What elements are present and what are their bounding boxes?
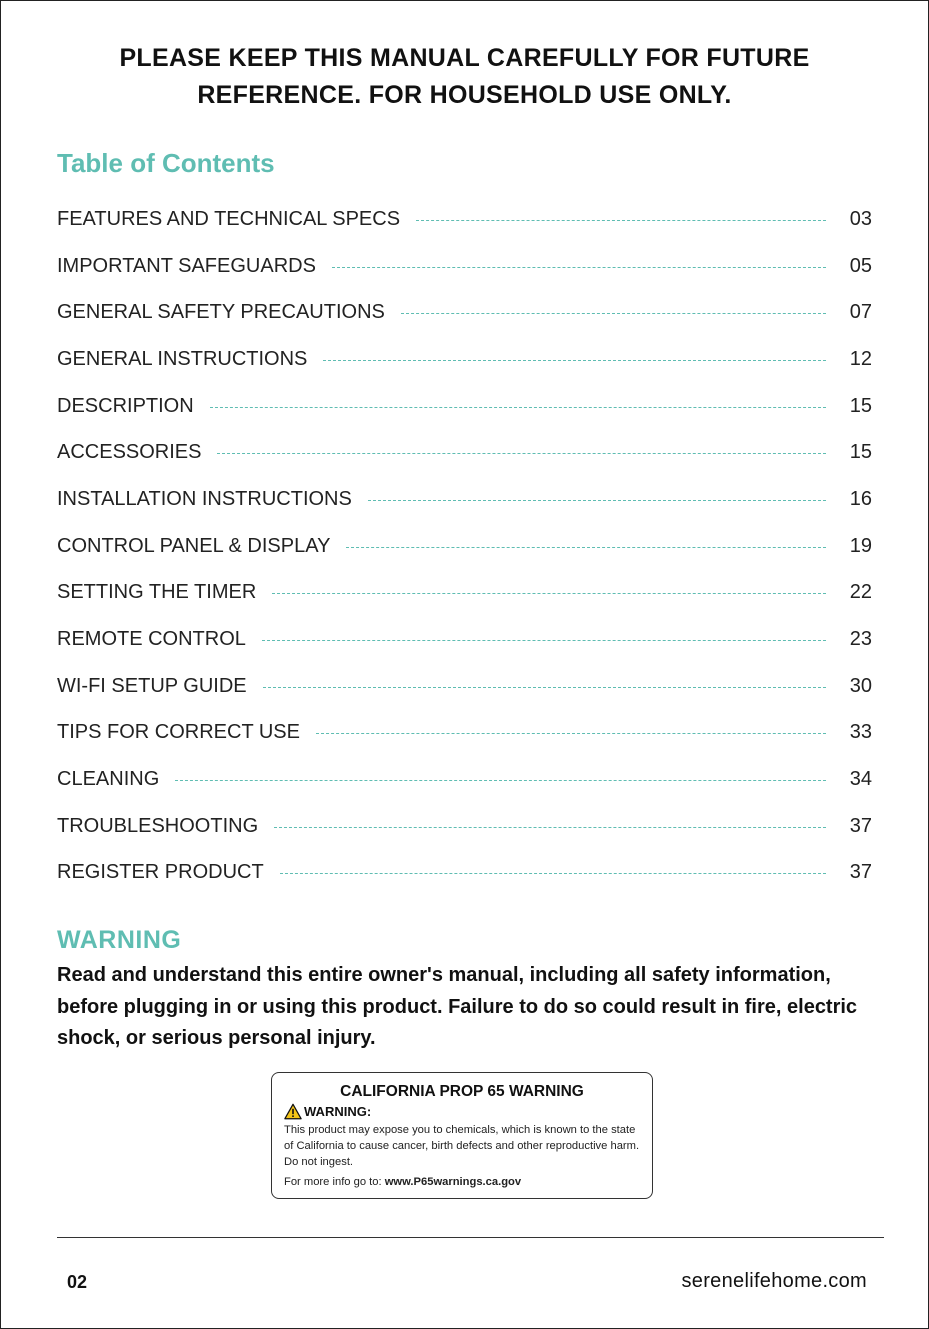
toc-entry-page: 03 xyxy=(849,207,872,230)
toc-entry-label: REGISTER PRODUCT xyxy=(57,861,264,884)
toc-dot-leader xyxy=(323,360,826,361)
toc-row[interactable] xyxy=(57,196,872,243)
toc-entry-page: 30 xyxy=(849,674,872,697)
header-notice xyxy=(60,40,869,114)
toc-entry-page: 22 xyxy=(849,581,872,604)
prop65-link[interactable]: www.P65warnings.ca.gov xyxy=(384,1176,522,1188)
toc-row[interactable] xyxy=(57,383,872,430)
toc-row[interactable] xyxy=(57,476,872,523)
toc-entry-label: SETTING THE TIMER xyxy=(57,581,257,604)
toc-entry-label: TIPS FOR CORRECT USE xyxy=(57,721,300,744)
toc-dot-leader xyxy=(332,267,826,268)
footer-divider xyxy=(57,1237,884,1238)
toc-entry-label: WI-FI SETUP GUIDE xyxy=(57,674,247,697)
toc-entry-label: CONTROL PANEL & DISPLAY xyxy=(57,534,331,557)
toc-entry-page: 33 xyxy=(849,721,872,744)
toc-entry-page: 07 xyxy=(849,301,872,324)
toc-row[interactable] xyxy=(57,850,872,897)
toc-row[interactable] xyxy=(57,616,872,663)
toc-entry-page: 19 xyxy=(849,534,872,557)
toc-dot-leader xyxy=(316,733,826,734)
prop65-title: CALIFORNIA PROP 65 WARNING xyxy=(340,1083,584,1100)
prop65-warning-box xyxy=(271,1072,653,1199)
toc-entry-page: 15 xyxy=(849,394,872,417)
prop65-more-prefix: For more info go to: xyxy=(284,1176,385,1188)
prop65-warning-line xyxy=(284,1103,640,1120)
toc-entry-page: 23 xyxy=(849,628,872,651)
toc-row[interactable] xyxy=(57,429,872,476)
toc-entry-page: 16 xyxy=(849,487,872,510)
toc-entry-page: 37 xyxy=(849,861,872,884)
toc-entry-label: TROUBLESHOOTING xyxy=(57,814,259,837)
footer-website[interactable]: serenelifehome.com xyxy=(681,1270,867,1292)
toc-entry-label: ACCESSORIES xyxy=(57,441,202,464)
toc-row[interactable] xyxy=(57,803,872,850)
toc-dot-leader xyxy=(368,500,826,501)
warning-body: Read and understand this entire owner's manual, including all safety information, before plugging in or using this product. Failure to do so could result in fire, electric shock, or serious personal injury. xyxy=(57,964,858,1049)
toc-row[interactable] xyxy=(57,336,872,383)
toc-entry-page: 15 xyxy=(849,441,872,464)
toc-title: Table of Contents xyxy=(57,148,275,178)
toc-dot-leader xyxy=(272,593,826,594)
toc-entry-page: 37 xyxy=(849,814,872,837)
footer-page-number: 02 xyxy=(67,1272,88,1292)
toc-row[interactable] xyxy=(57,570,872,617)
toc-dot-leader xyxy=(274,827,826,828)
toc-dot-leader xyxy=(263,687,826,688)
toc-entry-page: 34 xyxy=(849,768,872,791)
toc-dot-leader xyxy=(175,780,826,781)
prop65-more-info xyxy=(284,1174,640,1190)
toc-entry-label: REMOTE CONTROL xyxy=(57,628,246,651)
toc-row[interactable] xyxy=(57,663,872,710)
toc-entry-label: INSTALLATION INSTRUCTIONS xyxy=(57,487,352,510)
toc-entry-label: CLEANING xyxy=(57,768,160,791)
warning-triangle-icon xyxy=(284,1103,302,1120)
toc-entry-label: GENERAL INSTRUCTIONS xyxy=(57,347,308,370)
header-notice-line-1: PLEASE KEEP THIS MANUAL CAREFULLY FOR FUTURE xyxy=(119,44,810,72)
toc-row[interactable] xyxy=(57,289,872,336)
toc-list xyxy=(57,196,872,896)
toc-entry-page: 05 xyxy=(849,254,872,277)
prop65-warning-label: WARNING: xyxy=(304,1104,372,1119)
toc-entry-page: 12 xyxy=(849,347,872,370)
toc-dot-leader xyxy=(262,640,826,641)
toc-dot-leader xyxy=(401,313,826,314)
toc-entry-label: IMPORTANT SAFEGUARDS xyxy=(57,254,316,277)
toc-entry-label: DESCRIPTION xyxy=(57,394,194,417)
toc-row[interactable] xyxy=(57,243,872,290)
toc-row[interactable] xyxy=(57,710,872,757)
toc-row[interactable] xyxy=(57,756,872,803)
prop65-body: This product may expose you to chemicals, which is known to the state of California to cause cancer, birth defects and other reproductive harm. Do not ingest. xyxy=(284,1124,640,1168)
toc-dot-leader xyxy=(346,547,826,548)
toc-dot-leader xyxy=(210,407,826,408)
header-notice-line-2: REFERENCE. FOR HOUSEHOLD USE ONLY. xyxy=(197,81,732,109)
toc-entry-label: GENERAL SAFETY PRECAUTIONS xyxy=(57,301,385,324)
toc-dot-leader xyxy=(280,873,826,874)
toc-entry-label: FEATURES AND TECHNICAL SPECS xyxy=(57,207,401,230)
toc-row[interactable] xyxy=(57,523,872,570)
toc-dot-leader xyxy=(217,453,826,454)
warning-heading: WARNING xyxy=(57,926,182,954)
toc-dot-leader xyxy=(416,220,826,221)
